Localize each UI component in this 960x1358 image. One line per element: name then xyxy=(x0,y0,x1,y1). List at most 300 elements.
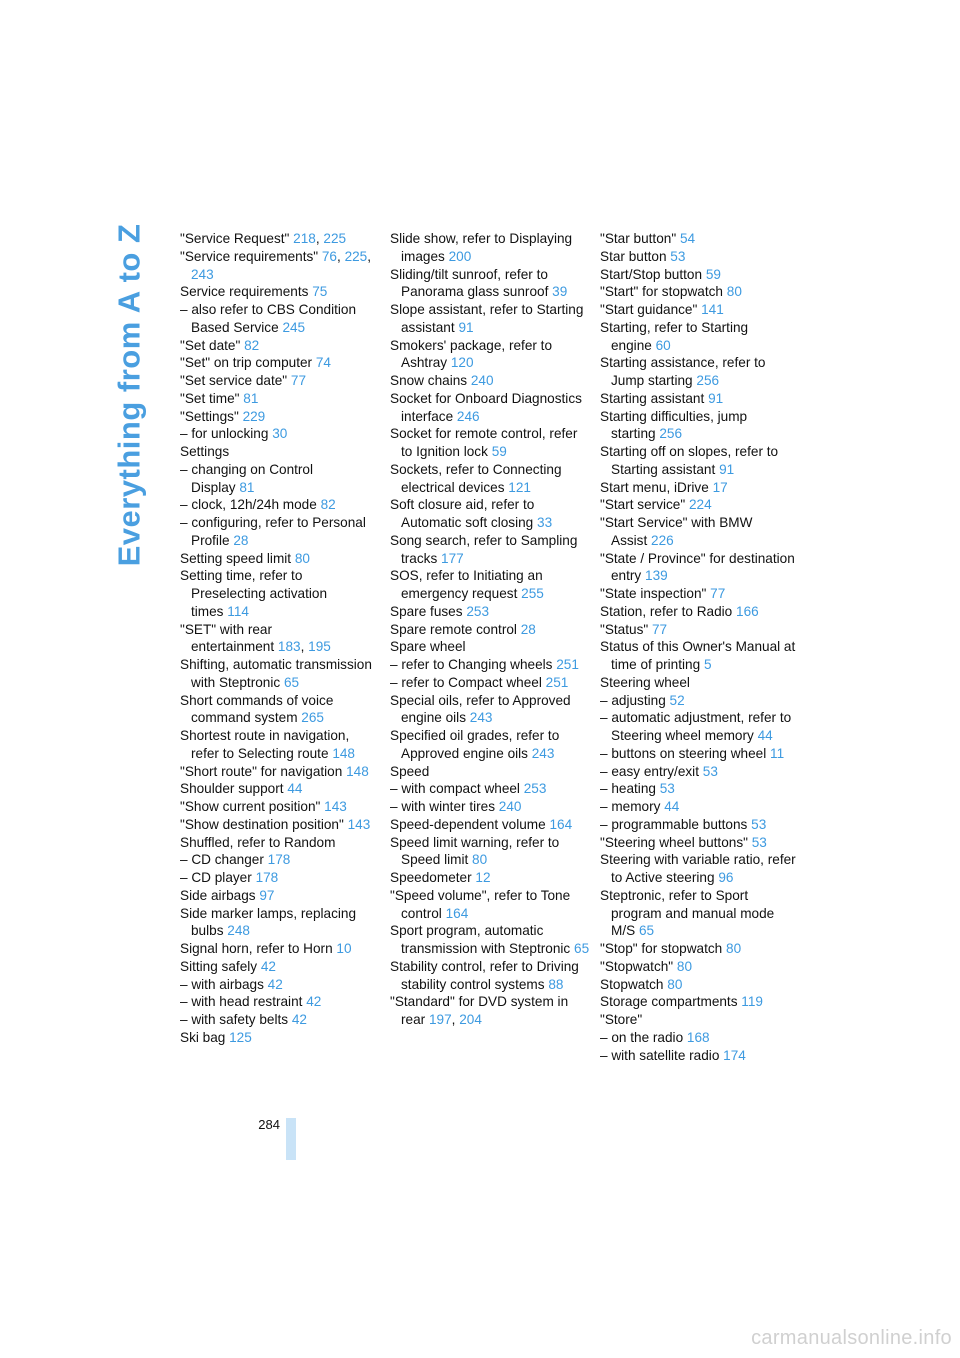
index-entry-text: "Stopwatch" xyxy=(600,958,674,974)
index-entry xyxy=(390,887,590,923)
index-entry-text: – heating xyxy=(600,781,656,797)
index-entry-text: "Set" on trip computer xyxy=(180,355,313,371)
page-reference-link[interactable]: 121 xyxy=(508,479,531,495)
index-entry-text: – with airbags xyxy=(180,976,264,992)
index-entry xyxy=(600,993,800,1011)
index-entry-text: – buttons on steering wheel xyxy=(600,745,767,761)
index-entry xyxy=(390,656,590,674)
index-entry-text: "SET" with rear entertainment xyxy=(180,621,275,655)
index-entry-text: Smokers' package, refer to Ashtray xyxy=(390,337,553,371)
page-reference-link[interactable]: 229 xyxy=(242,408,266,424)
page-reference-link[interactable]: 240 xyxy=(498,799,522,814)
index-entry-text: Starting difficulties, jump starting xyxy=(600,408,748,442)
page-reference-link[interactable]: 75 xyxy=(312,284,328,300)
index-entry xyxy=(390,390,590,426)
page-reference-link[interactable]: 253 xyxy=(523,781,547,797)
index-entry-text: Start menu, iDrive xyxy=(600,479,709,495)
page-reference-link[interactable]: 5 xyxy=(703,657,712,672)
index-entry-text: Song search, refer to Sampling tracks xyxy=(390,532,578,566)
index-entry-text: "Stop" for stopwatch xyxy=(600,941,723,956)
page-reference-link[interactable]: 168 xyxy=(686,1029,710,1045)
page-ref-separator: , xyxy=(315,231,324,246)
index-entry-text: Socket for remote control, refer to Ignition lock xyxy=(390,426,578,459)
page-reference-link[interactable]: 178 xyxy=(267,852,291,868)
index-entry-text: Stability control, refer to Driving stability control systems xyxy=(390,958,579,992)
index-entry-text: – refer to Compact wheel xyxy=(390,674,542,690)
page-reference-link[interactable]: 59 xyxy=(705,266,721,282)
page-reference-link[interactable]: 225 xyxy=(344,248,368,264)
page-number: 284 xyxy=(258,1117,280,1132)
index-entry xyxy=(600,887,800,940)
index-entry xyxy=(390,230,590,266)
index-entry-text: – memory xyxy=(600,799,661,814)
index-entry-text: Speed limit warning, refer to Speed limit xyxy=(390,834,560,868)
index-entry-text: SOS, refer to Initiating an emergency request xyxy=(390,568,543,601)
page-reference-link[interactable]: 42 xyxy=(291,1012,307,1027)
page-reference-link[interactable]: 80 xyxy=(667,976,683,992)
index-entry-text: Sitting safely xyxy=(180,958,258,974)
page-reference-link[interactable]: 77 xyxy=(290,373,307,388)
index-entry-text: Setting speed limit xyxy=(180,550,292,566)
index-entry xyxy=(600,1029,800,1047)
index-entry-text: – with safety belts xyxy=(180,1012,289,1027)
index-entry-text: Shortest route in navigation, refer to Selecting route xyxy=(180,728,350,761)
page-reference-link[interactable]: 164 xyxy=(445,905,469,921)
index-entry xyxy=(390,532,590,568)
index-entry xyxy=(180,550,380,568)
index-entry xyxy=(390,780,590,798)
index-entry xyxy=(390,869,590,887)
index-column-1 xyxy=(180,230,380,1047)
index-entry-text: Side marker lamps, replacing bulbs xyxy=(180,905,357,939)
index-entry xyxy=(180,496,380,514)
page-ref-separator: , xyxy=(300,639,309,655)
index-entry xyxy=(180,851,380,869)
index-entry-text: Starting off on slopes, refer to Starting assistant xyxy=(600,444,779,477)
index-entry xyxy=(600,603,800,621)
index-entry-text: Short commands of voice command system xyxy=(180,692,334,726)
page-reference-link[interactable]: 91 xyxy=(458,319,474,335)
index-entry xyxy=(600,692,800,710)
index-entry xyxy=(180,567,380,620)
index-entry-text: Sockets, refer to Connecting electrical devices xyxy=(390,461,562,495)
index-entry xyxy=(600,674,800,692)
index-entry xyxy=(180,940,380,958)
index-entry-text: Starting assistant xyxy=(600,390,705,406)
index-entry xyxy=(600,301,800,319)
page-reference-link[interactable]: 82 xyxy=(320,497,336,513)
index-entry xyxy=(600,230,800,248)
page-ref-separator: , xyxy=(367,248,372,264)
index-entry-text: "Store" xyxy=(600,1012,643,1027)
index-entry-text: – with head restraint xyxy=(180,994,303,1010)
page-reference-link[interactable]: 225 xyxy=(323,231,347,246)
index-entry-text: Steering wheel xyxy=(600,674,690,690)
index-entry-text: Signal horn, refer to Horn xyxy=(180,941,333,956)
index-entry-text: – also refer to CBS Condition Based Service xyxy=(180,302,357,335)
page-reference-link[interactable]: 246 xyxy=(456,408,480,424)
index-entry xyxy=(600,940,800,958)
index-entry-text: "Set service date" xyxy=(180,373,288,388)
index-entry-text: Service requirements xyxy=(180,284,309,300)
page-reference-link[interactable]: 81 xyxy=(243,390,259,406)
index-entry-text: – with satellite radio xyxy=(600,1047,720,1063)
page-reference-link[interactable]: 52 xyxy=(669,692,685,708)
index-entry xyxy=(180,727,380,763)
page-reference-link[interactable]: 251 xyxy=(556,657,579,672)
index-entry xyxy=(390,674,590,692)
index-entry-text: Specified oil grades, refer to Approved engine oils xyxy=(390,728,560,761)
index-entry-text: "Start Service" with BMW Assist xyxy=(600,515,753,548)
index-entry-text: – automatic adjustment, refer to Steering wheel memory xyxy=(600,710,792,743)
page-reference-link[interactable]: 44 xyxy=(757,728,773,743)
index-entry xyxy=(180,1029,380,1047)
index-entry xyxy=(390,958,590,994)
index-entry-text: "Service Request" xyxy=(180,231,290,246)
index-entry xyxy=(390,337,590,373)
page-reference-link[interactable]: 42 xyxy=(306,994,322,1010)
index-entry-text: Shoulder support xyxy=(180,781,284,797)
page-reference-link[interactable]: 240 xyxy=(470,373,494,388)
page-reference-link[interactable]: 139 xyxy=(645,568,668,584)
index-entry-text: Spare remote control xyxy=(390,621,517,637)
index-entry xyxy=(390,638,590,656)
page-reference-link[interactable]: 76 xyxy=(321,248,337,264)
index-entry xyxy=(600,266,800,284)
page-reference-link[interactable]: 11 xyxy=(770,745,785,761)
index-entry xyxy=(600,976,800,994)
page-reference-link[interactable]: 39 xyxy=(552,284,568,300)
page-reference-link[interactable]: 30 xyxy=(272,426,288,442)
page-reference-link[interactable]: 256 xyxy=(659,426,683,442)
page-reference-link[interactable]: 255 xyxy=(521,586,544,601)
index-entry-text: Starting assistance, refer to Jump starting xyxy=(600,355,766,388)
page-reference-link[interactable]: 218 xyxy=(293,231,316,246)
index-entry-text: Steptronic, refer to Sport program and manual mode M/S xyxy=(600,887,775,939)
side-section-title xyxy=(107,223,151,567)
index-entry-text: "Standard" for DVD system in rear xyxy=(390,994,569,1027)
page-reference-link[interactable]: 148 xyxy=(332,745,355,761)
page-reference-link[interactable]: 97 xyxy=(259,887,275,903)
page-reference-link[interactable]: 82 xyxy=(244,337,260,353)
page-reference-link[interactable]: 143 xyxy=(347,816,371,832)
index-entry xyxy=(180,692,380,728)
index-entry xyxy=(180,301,380,337)
index-entry xyxy=(180,230,380,248)
page-reference-link[interactable]: 80 xyxy=(726,941,742,956)
index-entry-text: Special oils, refer to Approved engine oils xyxy=(390,692,571,726)
index-entry-text: Side airbags xyxy=(180,887,256,903)
index-entry xyxy=(600,798,800,816)
index-entry-text: Soft closure aid, refer to Automatic soft closing xyxy=(390,497,535,530)
page-reference-link[interactable]: 224 xyxy=(688,497,712,513)
index-entry xyxy=(390,763,590,781)
index-entry xyxy=(180,372,380,390)
page-reference-link[interactable]: 183 xyxy=(277,639,301,655)
index-entry xyxy=(180,976,380,994)
index-entry xyxy=(180,283,380,301)
page-reference-link[interactable]: 59 xyxy=(491,444,507,459)
page-reference-link[interactable]: 28 xyxy=(520,621,536,637)
index-entry xyxy=(180,798,380,816)
page-reference-link[interactable]: 10 xyxy=(336,941,352,956)
index-entry xyxy=(600,248,800,266)
page-reference-link[interactable]: 88 xyxy=(548,976,564,992)
index-entry-text: Stopwatch xyxy=(600,976,664,992)
index-entry xyxy=(600,816,800,834)
index-entry xyxy=(180,816,380,834)
index-entry xyxy=(390,922,590,958)
page-reference-link[interactable]: 197 xyxy=(428,1012,452,1027)
index-entry xyxy=(600,283,800,301)
page-reference-link[interactable]: 200 xyxy=(448,248,472,264)
index-entry-text: – on the radio xyxy=(600,1029,684,1045)
index-entry xyxy=(180,780,380,798)
page-reference-link[interactable]: 65 xyxy=(574,941,590,956)
index-entry xyxy=(180,869,380,887)
index-entry xyxy=(180,514,380,550)
index-entry xyxy=(390,266,590,302)
index-entry-text: Slope assistant, refer to Starting assistant xyxy=(390,302,584,335)
index-entry xyxy=(180,354,380,372)
page-reference-link[interactable]: 253 xyxy=(466,603,490,619)
index-entry xyxy=(180,1011,380,1029)
page-reference-link[interactable]: 195 xyxy=(308,639,331,655)
watermark: carmanualsonline.info xyxy=(751,1327,952,1349)
page-reference-link[interactable]: 65 xyxy=(638,923,655,939)
page-reference-link[interactable]: 60 xyxy=(655,337,671,353)
index-entry-text: Steering with variable ratio, refer to Active steering xyxy=(600,852,796,885)
index-entry-text: "Short route" for navigation xyxy=(180,763,343,779)
side-section-title-text: Everything from A to Z xyxy=(111,223,147,567)
index-entry xyxy=(180,993,380,1011)
page-reference-link[interactable]: 28 xyxy=(233,532,249,548)
page-reference-link[interactable]: 80 xyxy=(676,958,693,974)
index-entry xyxy=(600,408,800,444)
index-entry-text: – CD player xyxy=(180,870,252,885)
page-reference-link[interactable]: 248 xyxy=(227,923,250,939)
page-reference-link[interactable]: 141 xyxy=(701,302,724,317)
index-entry xyxy=(600,745,800,763)
index-entry xyxy=(390,621,590,639)
index-entry-text: "Show destination position" xyxy=(180,816,344,832)
page-reference-link[interactable]: 148 xyxy=(346,763,369,779)
page-reference-link[interactable]: 91 xyxy=(719,461,735,477)
page-reference-link[interactable]: 265 xyxy=(301,710,324,726)
index-entry xyxy=(600,1047,800,1065)
index-entry-text: Station, refer to Radio xyxy=(600,603,733,619)
page-reference-link[interactable]: 65 xyxy=(283,674,300,690)
index-entry xyxy=(180,834,380,852)
index-entry xyxy=(180,337,380,355)
page-reference-link[interactable]: 166 xyxy=(736,603,759,619)
index-entry-text: Settings xyxy=(180,444,230,459)
index-entry-text: Speed-dependent volume xyxy=(390,816,546,832)
index-column-3 xyxy=(600,230,800,1064)
index-entry-text: "Star button" xyxy=(600,231,677,246)
page-reference-link[interactable]: 42 xyxy=(267,976,283,992)
page-reference-link[interactable]: 53 xyxy=(702,763,718,779)
index-entry xyxy=(600,390,800,408)
page-reference-link[interactable]: 44 xyxy=(287,781,303,797)
index-entry xyxy=(390,372,590,390)
index-entry-text: Ski bag xyxy=(180,1029,226,1045)
index-entry-text: – clock, 12h/24h mode xyxy=(180,497,317,513)
index-entry xyxy=(600,496,800,514)
page-reference-link[interactable]: 245 xyxy=(282,319,306,335)
page-reference-link[interactable]: 77 xyxy=(710,586,726,601)
page-reference-link[interactable]: 125 xyxy=(229,1029,252,1045)
index-entry xyxy=(600,550,800,586)
page-reference-link[interactable]: 143 xyxy=(324,799,347,814)
index-entry-text: "State / Province" for destination entry xyxy=(600,550,795,584)
index-entry xyxy=(180,905,380,941)
index-entry-text: Spare fuses xyxy=(390,603,463,619)
index-entry xyxy=(180,443,380,461)
index-entry xyxy=(600,354,800,390)
page-reference-link[interactable]: 44 xyxy=(664,799,680,814)
index-entry-text: – refer to Changing wheels xyxy=(390,657,553,672)
page-reference-link[interactable]: 119 xyxy=(741,994,763,1010)
index-entry xyxy=(390,816,590,834)
index-entry-text: Spare wheel xyxy=(390,639,466,655)
index-entry xyxy=(180,763,380,781)
page-reference-link[interactable]: 74 xyxy=(315,355,331,371)
index-entry xyxy=(180,958,380,976)
index-entry-text: Shifting, automatic transmission with Steptronic xyxy=(180,657,372,690)
index-column-2 xyxy=(390,230,590,1029)
index-entry-text: – with compact wheel xyxy=(390,781,520,797)
page-reference-link[interactable]: 164 xyxy=(549,816,573,832)
index-entry-text: Sport program, automatic transmission with Steptronic xyxy=(390,923,571,956)
index-entry-text: "Set time" xyxy=(180,390,240,406)
index-entry xyxy=(600,514,800,550)
index-entry xyxy=(180,390,380,408)
page-reference-link[interactable]: 80 xyxy=(726,284,742,300)
index-entry-text: – CD changer xyxy=(180,852,264,868)
index-entry-text: "Set date" xyxy=(180,337,241,353)
index-entry xyxy=(390,461,590,497)
page-reference-link[interactable]: 243 xyxy=(531,745,555,761)
index-entry xyxy=(180,887,380,905)
index-entry-text: Speedometer xyxy=(390,870,472,885)
index-entry xyxy=(180,461,380,497)
index-entry xyxy=(600,780,800,798)
index-entry-text: "State inspection" xyxy=(600,586,707,601)
index-entry xyxy=(180,656,380,692)
page-reference-link[interactable]: 77 xyxy=(651,621,668,637)
page-reference-link[interactable]: 226 xyxy=(651,532,674,548)
index-entry-text: Star button xyxy=(600,248,667,264)
index-entry-text: "Service requirements" xyxy=(180,248,319,264)
page-reference-link[interactable]: 80 xyxy=(472,852,488,868)
index-entry-text: Starting, refer to Starting engine xyxy=(600,319,749,353)
index-entry xyxy=(600,709,800,745)
index-entry xyxy=(600,443,800,479)
page-reference-link[interactable]: 17 xyxy=(712,479,728,495)
index-entry xyxy=(600,585,800,603)
page-reference-link[interactable]: 251 xyxy=(545,674,569,690)
index-entry-text: "Start guidance" xyxy=(600,302,698,317)
page-reference-link[interactable]: 12 xyxy=(475,870,491,885)
index-entry-text: "Start" for stopwatch xyxy=(600,284,723,300)
page-reference-link[interactable]: 80 xyxy=(294,550,310,566)
page-reference-link[interactable]: 53 xyxy=(751,816,767,832)
page-reference-link[interactable]: 53 xyxy=(670,248,686,264)
page-marker-bar xyxy=(286,1118,296,1160)
index-entry xyxy=(180,425,380,443)
index-entry xyxy=(180,248,380,284)
index-entry-text: "Start service" xyxy=(600,497,686,513)
page-reference-link[interactable]: 81 xyxy=(239,479,255,495)
index-entry-text: "Steering wheel buttons" xyxy=(600,834,748,850)
index-entry xyxy=(600,1011,800,1029)
page-reference-link[interactable]: 33 xyxy=(537,515,553,530)
page-ref-separator: , xyxy=(337,248,345,264)
index-entry xyxy=(600,958,800,976)
index-entry-text: Socket for Onboard Diagnostics interface xyxy=(390,390,582,424)
index-entry-text: – easy entry/exit xyxy=(600,763,699,779)
index-entry xyxy=(180,621,380,657)
index-entry xyxy=(390,425,590,461)
index-entry-text: Snow chains xyxy=(390,373,468,388)
index-entry xyxy=(390,603,590,621)
index-entry-text: Setting time, refer to Preselecting activation times xyxy=(180,568,328,619)
page-reference-link[interactable]: 114 xyxy=(227,603,249,619)
page-reference-link[interactable]: 42 xyxy=(260,958,276,974)
index-entry-text: – adjusting xyxy=(600,692,666,708)
index-entry xyxy=(600,638,800,674)
index-entry xyxy=(390,798,590,816)
page-reference-link[interactable]: 120 xyxy=(450,355,474,371)
index-entry-text: – configuring, refer to Personal Profile xyxy=(180,515,366,548)
index-entry xyxy=(600,763,800,781)
index-entry-text: – changing on Control Display xyxy=(180,461,314,495)
index-entry xyxy=(390,727,590,763)
page-reference-link[interactable]: 174 xyxy=(723,1047,746,1063)
page-reference-link[interactable]: 243 xyxy=(469,710,493,726)
page-reference-link[interactable]: 177 xyxy=(441,550,464,566)
page-reference-link[interactable]: 204 xyxy=(459,1012,482,1027)
page-reference-link[interactable]: 91 xyxy=(708,390,724,406)
index-entry xyxy=(390,567,590,603)
index-entry xyxy=(600,479,800,497)
page-reference-link[interactable]: 243 xyxy=(191,266,214,282)
index-entry xyxy=(600,319,800,355)
index-entry-text: "Speed volume", refer to Tone control xyxy=(390,887,571,921)
index-entry xyxy=(390,301,590,337)
page-reference-link[interactable]: 256 xyxy=(696,373,720,388)
index-entry-text: – programmable buttons xyxy=(600,816,748,832)
index-entry-text: Storage compartments xyxy=(600,994,738,1010)
index-entry xyxy=(180,408,380,426)
page-ref-separator: , xyxy=(451,1012,460,1027)
index-entry xyxy=(600,834,800,852)
index-entry-text: "Status" xyxy=(600,621,649,637)
page-reference-link[interactable]: 96 xyxy=(718,870,734,885)
index-entry xyxy=(390,993,590,1029)
index-entry-text: – for unlocking xyxy=(180,426,269,442)
index-entry-text: Slide show, refer to Displaying images xyxy=(390,231,573,264)
index-entry-text: Sliding/tilt sunroof, refer to Panorama glass sunroof xyxy=(390,266,549,300)
page-reference-link[interactable]: 54 xyxy=(679,231,696,246)
index-entry xyxy=(390,692,590,728)
index-entry xyxy=(600,851,800,887)
page-reference-link[interactable]: 53 xyxy=(659,781,675,797)
page-reference-link[interactable]: 53 xyxy=(751,834,767,850)
page-reference-link[interactable]: 178 xyxy=(255,870,279,885)
index-entry xyxy=(390,496,590,532)
